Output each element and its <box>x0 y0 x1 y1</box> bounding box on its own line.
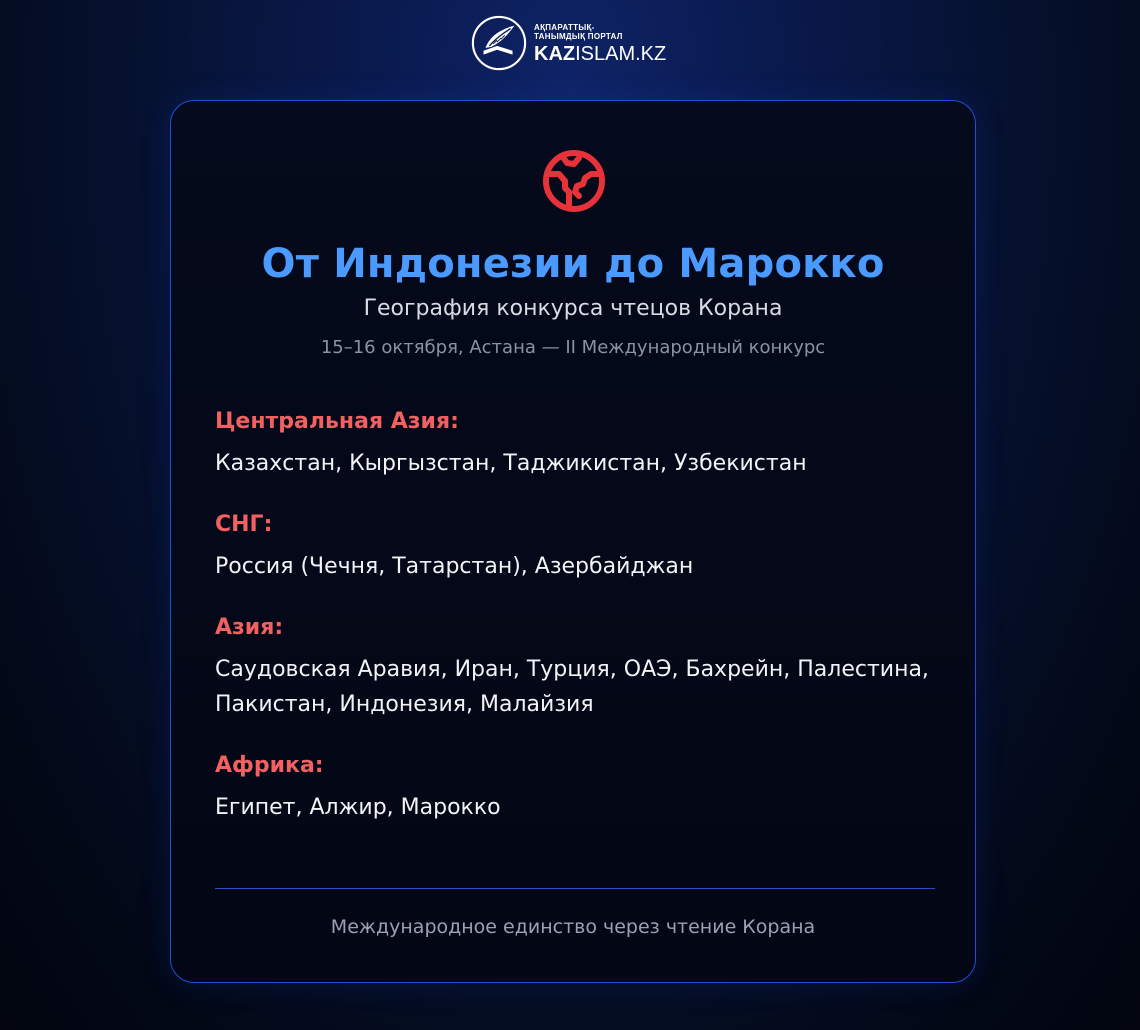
logo-text <box>534 23 666 64</box>
card-title: От Индонезии до Марокко <box>261 241 885 287</box>
card-footer: Международное единство через чтение Корана <box>330 916 816 938</box>
region-heading: СНГ: <box>215 512 273 537</box>
logo-tagline: АҚПАРАТТЫҚ- ТАНЫМДЫҚ ПОРТАЛ <box>534 22 623 41</box>
region-countries: Россия (Чечня, Татарстан), Азербайджан <box>215 554 694 579</box>
region-heading: Азия: <box>215 615 284 640</box>
event-dateline: 15–16 октября, Астана — II Международный конкурс <box>320 337 826 358</box>
logo-name-bold: KAZ <box>534 42 576 65</box>
divider <box>215 888 935 889</box>
quill-book-icon <box>470 14 528 72</box>
region-countries: Саудовская Аравия, Иран, Турция, ОАЭ, Бахрейн, Палестина, Пакистан, Индонезия, Малайзия <box>215 657 929 717</box>
info-card <box>170 100 976 983</box>
globe-icon <box>541 148 607 214</box>
region-heading: Африка: <box>215 753 324 778</box>
region-africa <box>215 751 935 825</box>
region-heading: Центральная Азия: <box>215 409 459 434</box>
card-subtitle: География конкурса чтецов Корана <box>363 296 783 321</box>
region-list <box>215 407 935 854</box>
region-countries: Египет, Алжир, Марокко <box>215 795 501 820</box>
region-central-asia <box>215 407 935 481</box>
logo-name-rest: ISLAM.KZ <box>575 42 667 65</box>
region-asia <box>215 613 935 722</box>
site-logo[interactable] <box>470 12 666 74</box>
logo-name <box>534 44 666 64</box>
region-countries: Казахстан, Кыргызстан, Таджикистан, Узбекистан <box>215 451 807 476</box>
region-cis <box>215 510 935 584</box>
